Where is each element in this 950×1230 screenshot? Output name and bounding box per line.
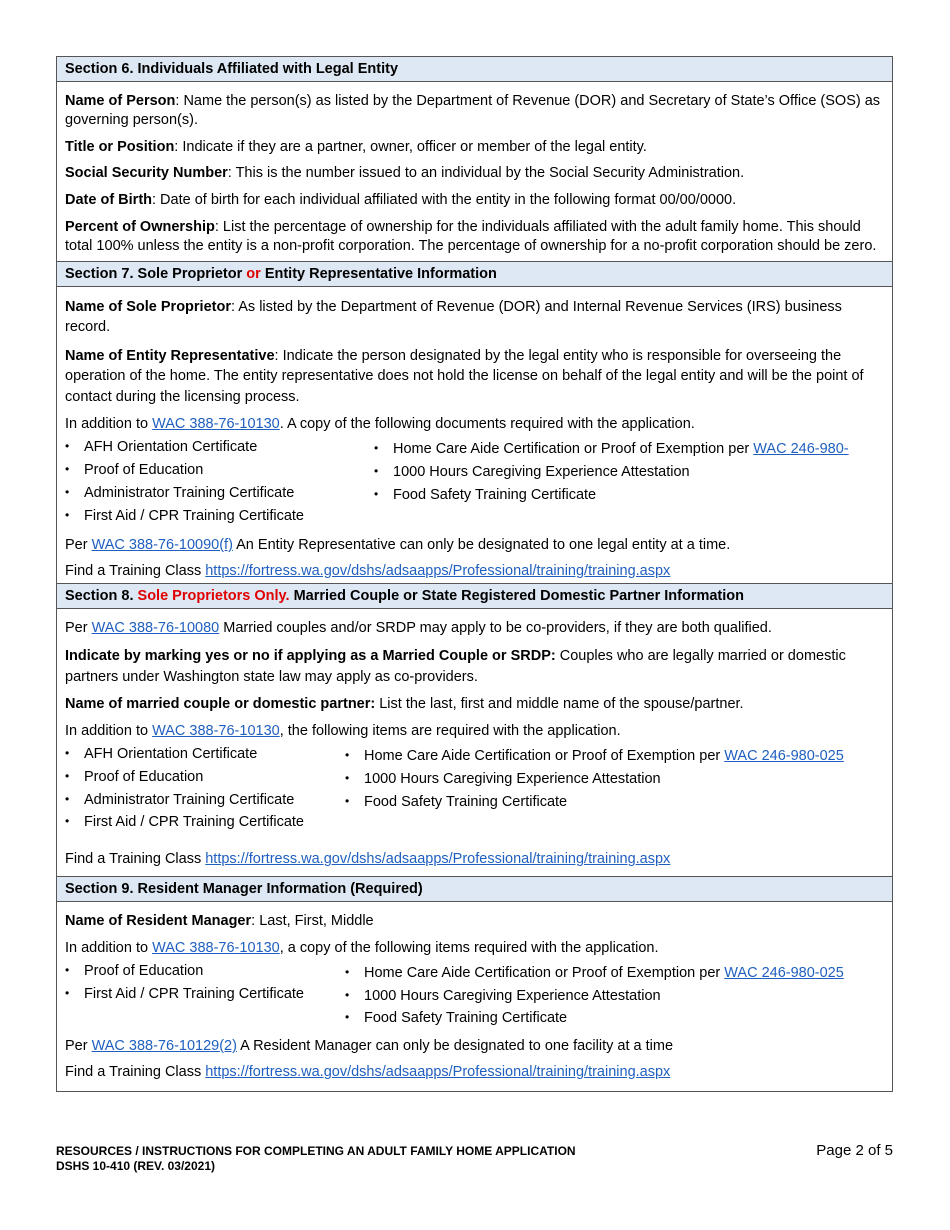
training-class-line: Find a Training Class https://fortress.wa.gov/dshs/adsaapps/Professional/training/training.aspx (65, 851, 671, 868)
wac-link[interactable]: WAC 388-76-10129(2) (91, 1038, 237, 1055)
social-security-number: Social Security Number: This is the number issued to an individual by the Social Security Administration. (65, 165, 745, 182)
section-7-header: Section 7. Sole Proprietor or Entity Representative Information (57, 261, 892, 287)
document-list (65, 745, 884, 836)
form-number: DSHS 10-410 (REV. 03/2021) (56, 1159, 215, 1173)
section-8-header: Section 8. Sole Proprietors Only. Married Couple or State Registered Domestic Partner Information (57, 583, 892, 609)
section-7-body (57, 287, 892, 584)
section-6-header: Section 6. Individuals Affiliated with Legal Entity (57, 57, 892, 82)
co-provider-note: Per WAC 388-76-10080 Married couples and/or SRDP may apply to be co-providers, if they are both qualified. (65, 620, 772, 637)
list-item: • Food Safety Training Certificate (345, 1009, 844, 1028)
section-8-body (57, 609, 892, 876)
list-item: • Administrator Training Certificate (65, 791, 345, 810)
list-item: • 1000 Hours Caregiving Experience Attestation (345, 770, 844, 789)
list-item: • AFH Orientation Certificate (65, 745, 345, 764)
document-list-left (65, 745, 345, 836)
percent-of-ownership: Percent of Ownership: List the percentage of ownership for the individuals affiliated with the adult family home. This should total 100% unless the entity is a non-profit corporation. The percentage of ownership for a no-profit corporation should be zero. (65, 219, 877, 254)
section-9-header: Section 9. Resident Manager Information (Required) (57, 876, 892, 902)
title-or-position: Title or Position: Indicate if they are a partner, owner, officer or member of the legal entity. (65, 138, 647, 155)
section-9-body (57, 902, 892, 1091)
name-of-person: Name of Person: Name the person(s) as listed by the Department of Revenue (DOR) and Secretary of State’s Office (SOS) as governing person(s). (65, 92, 881, 128)
wac-link[interactable]: WAC 388-76-10080 (91, 620, 220, 637)
wac-link[interactable]: WAC 246-980-025 (724, 964, 844, 981)
training-class-line: Find a Training Class https://fortress.wa.gov/dshs/adsaapps/Professional/training/training.aspx (65, 1064, 671, 1081)
document-list-right (345, 747, 844, 836)
training-class-link[interactable]: https://fortress.wa.gov/dshs/adsaapps/Professional/training/training.aspx (205, 1064, 671, 1081)
name-of-sole-proprietor: Name of Sole Proprietor: As listed by the Department of Revenue (DOR) and Internal Revenue Services (IRS) business record. (65, 298, 842, 336)
list-item: • Food Safety Training Certificate (345, 793, 844, 812)
list-item: • First Aid / CPR Training Certificate (65, 813, 345, 832)
in-addition-note: In addition to WAC 388-76-10130, the following items are required with the application. (65, 723, 621, 740)
in-addition-note: In addition to WAC 388-76-10130, a copy of the following items required with the application. (65, 939, 659, 956)
list-item: • Home Care Aide Certification or Proof of Exemption per WAC 246-980-025 (345, 747, 844, 766)
name-of-resident-manager: Name of Resident Manager: Last, First, Middle (65, 912, 374, 929)
document-list (65, 438, 884, 529)
document-list-right (374, 440, 849, 529)
page-number: Page 2 of 5 (816, 1142, 893, 1159)
list-item: • Administrator Training Certificate (65, 484, 374, 503)
resident-manager-note: Per WAC 388-76-10129(2) A Resident Manager can only be designated to one facility at a time (65, 1038, 674, 1055)
instructions-table (56, 56, 893, 1092)
list-item: • Proof of Education (65, 962, 345, 981)
entity-rep-note: Per WAC 388-76-10090(f) An Entity Representative can only be designated to one legal entity at a time. (65, 536, 731, 553)
name-of-married-couple: Name of married couple or domestic partner: List the last, first and middle name of the spouse/partner. (65, 696, 744, 713)
wac-link[interactable]: WAC 388-76-10090(f) (91, 536, 233, 553)
wac-link[interactable]: WAC 246-980-025 (724, 747, 844, 764)
list-item: • 1000 Hours Caregiving Experience Attestation (345, 987, 844, 1006)
wac-link[interactable]: WAC 388-76-10130 (152, 723, 280, 740)
document-list-left (65, 438, 374, 529)
list-item: • First Aid / CPR Training Certificate (65, 507, 374, 526)
married-couple-indicator: Indicate by marking yes or no if applying as a Married Couple or SRDP: Couples who are legally married or domestic partners under Washington state law may apply as co-providers. (65, 648, 846, 685)
list-item: • First Aid / CPR Training Certificate (65, 985, 345, 1004)
section-6-body (57, 82, 892, 261)
list-item: • Home Care Aide Certification or Proof of Exemption per WAC 246-980- (374, 440, 849, 459)
document-list (65, 962, 884, 1033)
name-of-entity-representative: Name of Entity Representative: Indicate the person designated by the legal entity who is responsible for overseeing the operation of the home. The entity representative does not hold the license on behalf of the legal entity and will be the point of contact during the licensing process. (65, 347, 864, 405)
wac-link[interactable]: WAC 388-76-10130 (152, 416, 280, 433)
list-item: • Proof of Education (65, 768, 345, 787)
wac-link[interactable]: WAC 388-76-10130 (152, 939, 280, 956)
list-item: • 1000 Hours Caregiving Experience Attestation (374, 463, 849, 482)
in-addition-note: In addition to WAC 388-76-10130. A copy of the following documents required with the application. (65, 416, 695, 433)
list-item: • AFH Orientation Certificate (65, 438, 374, 457)
training-class-line: Find a Training Class https://fortress.wa.gov/dshs/adsaapps/Professional/training/training.aspx (65, 562, 671, 579)
list-item: • Food Safety Training Certificate (374, 486, 849, 505)
form-title: RESOURCES / INSTRUCTIONS FOR COMPLETING AN ADULT FAMILY HOME APPLICATION (56, 1144, 576, 1158)
training-class-link[interactable]: https://fortress.wa.gov/dshs/adsaapps/Professional/training/training.aspx (205, 562, 671, 579)
list-item: • Proof of Education (65, 461, 374, 480)
training-class-link[interactable]: https://fortress.wa.gov/dshs/adsaapps/Professional/training/training.aspx (205, 851, 671, 868)
document-list-left (65, 962, 345, 1033)
list-item: • Home Care Aide Certification or Proof of Exemption per WAC 246-980-025 (345, 964, 844, 983)
date-of-birth: Date of Birth: Date of birth for each individual affiliated with the entity in the following format 00/00/0000. (65, 192, 737, 209)
wac-link[interactable]: WAC 246-980- (753, 441, 849, 458)
document-list-right (345, 964, 844, 1033)
form-footer (56, 1144, 576, 1174)
